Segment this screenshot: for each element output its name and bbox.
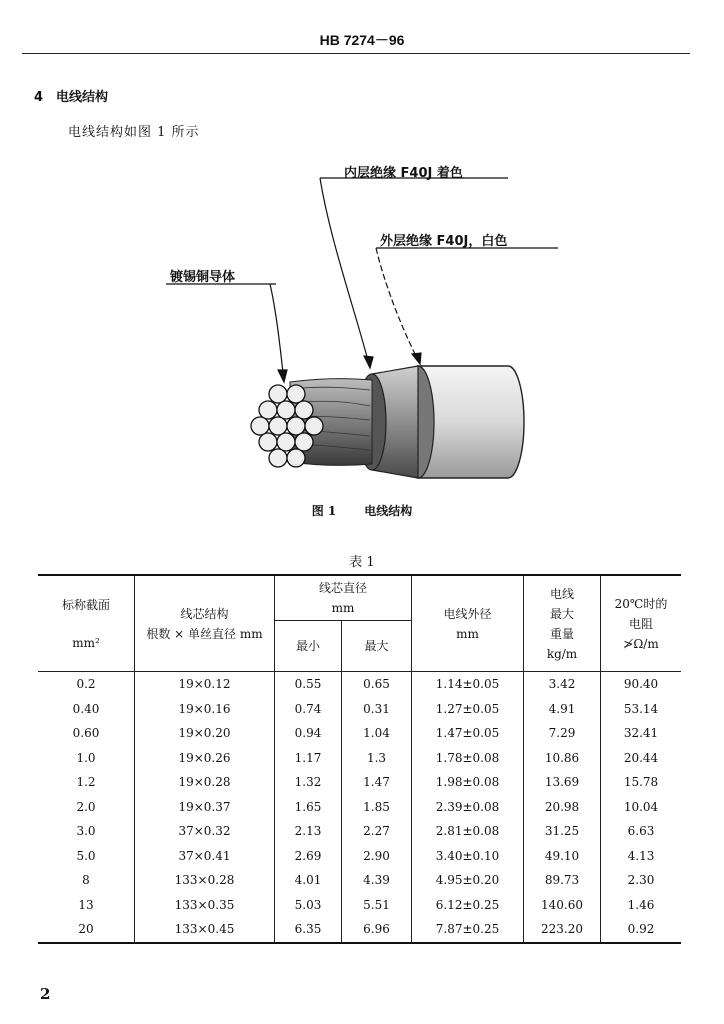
table-row xyxy=(38,917,681,943)
cell-weight: 13.69 xyxy=(524,770,601,795)
header-max-weight: 电线 最大 重量 kg/m xyxy=(524,575,601,672)
header-rule xyxy=(22,53,690,54)
table-row xyxy=(38,746,681,771)
cell-nominal: 1.0 xyxy=(38,746,135,771)
outer-insulation-shape xyxy=(402,366,524,478)
cell-outer: 1.47±0.05 xyxy=(412,721,524,746)
cell-structure: 133×0.35 xyxy=(135,893,275,918)
cell-res: 53.14 xyxy=(601,697,682,722)
header-resistance: 20℃时的 电阻 ≯Ω/m xyxy=(601,575,682,672)
cell-outer: 2.39±0.08 xyxy=(412,795,524,820)
cell-weight: 31.25 xyxy=(524,819,601,844)
cell-weight: 4.91 xyxy=(524,697,601,722)
cell-structure: 19×0.20 xyxy=(135,721,275,746)
table-row xyxy=(38,844,681,869)
cell-max: 1.85 xyxy=(342,795,412,820)
cell-structure: 133×0.28 xyxy=(135,868,275,893)
section-intro: 电线结构如图 1 所示 xyxy=(68,125,200,140)
cell-weight: 7.29 xyxy=(524,721,601,746)
header-core-diameter: 线芯直径 mm xyxy=(275,575,412,621)
cell-weight: 3.42 xyxy=(524,672,601,697)
header-outer-diameter: 电线外径 mm xyxy=(412,575,524,672)
cell-res: 0.92 xyxy=(601,917,682,943)
header-min: 最小 xyxy=(275,621,342,672)
cell-weight: 20.98 xyxy=(524,795,601,820)
cell-structure: 19×0.26 xyxy=(135,746,275,771)
cell-min: 1.17 xyxy=(275,746,342,771)
cell-min: 4.01 xyxy=(275,868,342,893)
cell-nominal: 3.0 xyxy=(38,819,135,844)
cell-min: 0.55 xyxy=(275,672,342,697)
cell-min: 0.94 xyxy=(275,721,342,746)
cell-nominal: 20 xyxy=(38,917,135,943)
cell-res: 6.63 xyxy=(601,819,682,844)
figure-caption xyxy=(0,502,724,519)
cell-max: 4.39 xyxy=(342,868,412,893)
cell-min: 1.65 xyxy=(275,795,342,820)
table-title: 表 1 xyxy=(349,555,375,570)
cell-res: 15.78 xyxy=(601,770,682,795)
cell-outer: 4.95±0.20 xyxy=(412,868,524,893)
cell-nominal: 1.2 xyxy=(38,770,135,795)
cell-max: 2.27 xyxy=(342,819,412,844)
cell-nominal: 0.60 xyxy=(38,721,135,746)
cell-structure: 37×0.32 xyxy=(135,819,275,844)
header-nominal-section: 标称截面 mm² xyxy=(38,575,135,672)
cell-structure: 37×0.41 xyxy=(135,844,275,869)
table-row xyxy=(38,819,681,844)
tinned-copper-conductor-shape xyxy=(251,379,372,467)
table-row xyxy=(38,697,681,722)
cell-weight: 140.60 xyxy=(524,893,601,918)
section-title: 电线结构 xyxy=(56,90,109,105)
header-core-structure: 线芯结构 根数 × 单丝直径 mm xyxy=(135,575,275,672)
cell-weight: 10.86 xyxy=(524,746,601,771)
wire-spec-table xyxy=(38,574,681,944)
cell-outer: 1.14±0.05 xyxy=(412,672,524,697)
cell-outer: 6.12±0.25 xyxy=(412,893,524,918)
page-number: 2 xyxy=(40,985,51,1003)
cell-structure: 133×0.45 xyxy=(135,917,275,943)
cell-outer: 1.78±0.08 xyxy=(412,746,524,771)
conductor-label: 镀锡铜导体 xyxy=(170,270,236,285)
cell-structure: 19×0.28 xyxy=(135,770,275,795)
section-heading xyxy=(34,86,108,105)
wire-structure-figure xyxy=(0,150,724,500)
cell-max: 2.90 xyxy=(342,844,412,869)
outer-insulation-label: 外层绝缘 F40J，白色 xyxy=(380,234,508,249)
cell-structure: 19×0.37 xyxy=(135,795,275,820)
inner-insulation-label: 内层绝缘 F40J 着色 xyxy=(344,166,463,181)
wire-illustration xyxy=(0,150,724,500)
cell-min: 2.13 xyxy=(275,819,342,844)
cell-nominal: 8 xyxy=(38,868,135,893)
cell-max: 1.47 xyxy=(342,770,412,795)
cell-max: 0.31 xyxy=(342,697,412,722)
document-code-header: HB 7274－96 xyxy=(319,32,405,48)
cell-nominal: 0.2 xyxy=(38,672,135,697)
cell-res: 32.41 xyxy=(601,721,682,746)
cell-max: 6.96 xyxy=(342,917,412,943)
cell-res: 90.40 xyxy=(601,672,682,697)
cell-outer: 1.98±0.08 xyxy=(412,770,524,795)
section-number: 4 xyxy=(34,90,44,105)
cell-max: 1.3 xyxy=(342,746,412,771)
cell-outer: 1.27±0.05 xyxy=(412,697,524,722)
cell-min: 6.35 xyxy=(275,917,342,943)
cell-res: 4.13 xyxy=(601,844,682,869)
cell-res: 1.46 xyxy=(601,893,682,918)
table-row xyxy=(38,672,681,697)
figure-caption-text: 电线结构 xyxy=(364,504,413,518)
cell-structure: 19×0.16 xyxy=(135,697,275,722)
cell-nominal: 0.40 xyxy=(38,697,135,722)
cell-weight: 49.10 xyxy=(524,844,601,869)
cell-min: 2.69 xyxy=(275,844,342,869)
cell-min: 5.03 xyxy=(275,893,342,918)
cell-weight: 223.20 xyxy=(524,917,601,943)
header-max: 最大 xyxy=(342,621,412,672)
cell-nominal: 13 xyxy=(38,893,135,918)
cell-max: 5.51 xyxy=(342,893,412,918)
cell-max: 1.04 xyxy=(342,721,412,746)
cell-res: 10.04 xyxy=(601,795,682,820)
table-row xyxy=(38,770,681,795)
cell-res: 20.44 xyxy=(601,746,682,771)
table-row xyxy=(38,893,681,918)
cell-outer: 2.81±0.08 xyxy=(412,819,524,844)
cell-res: 2.30 xyxy=(601,868,682,893)
cell-outer: 7.87±0.25 xyxy=(412,917,524,943)
cell-outer: 3.40±0.10 xyxy=(412,844,524,869)
table-row xyxy=(38,868,681,893)
figure-caption-number: 图 1 xyxy=(311,504,337,518)
table-body xyxy=(38,672,681,943)
cell-min: 1.32 xyxy=(275,770,342,795)
cell-weight: 89.73 xyxy=(524,868,601,893)
table-row xyxy=(38,795,681,820)
cell-nominal: 5.0 xyxy=(38,844,135,869)
cell-nominal: 2.0 xyxy=(38,795,135,820)
table-row xyxy=(38,721,681,746)
cell-structure: 19×0.12 xyxy=(135,672,275,697)
cell-max: 0.65 xyxy=(342,672,412,697)
cell-min: 0.74 xyxy=(275,697,342,722)
